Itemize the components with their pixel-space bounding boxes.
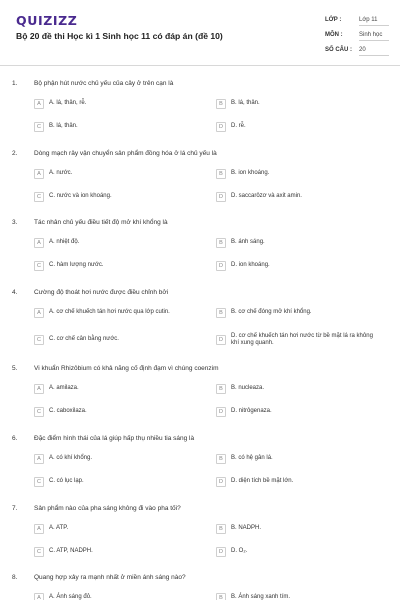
option-letter-box: B bbox=[216, 454, 226, 464]
option-d[interactable] bbox=[216, 476, 293, 488]
option-letter-box: D bbox=[216, 335, 226, 345]
option-text: B. NADPH. bbox=[231, 525, 262, 532]
option-d[interactable] bbox=[216, 331, 381, 349]
option-b[interactable] bbox=[216, 307, 312, 319]
option-letter-box: D bbox=[216, 192, 226, 202]
option-text: A. cơ chế khuếch tán hơi nước qua lớp cutin. bbox=[49, 309, 170, 316]
option-b[interactable] bbox=[216, 98, 260, 110]
document-title: Bộ 20 đề thi Học kì 1 Sinh học 11 có đáp án (đề 10) bbox=[16, 31, 223, 41]
option-text: D. rễ. bbox=[231, 123, 246, 130]
option-text: C. có lục lạp. bbox=[49, 478, 84, 485]
option-text: B. nucleaza. bbox=[231, 385, 265, 392]
option-letter-box: A bbox=[34, 99, 44, 109]
option-letter-box: B bbox=[216, 238, 226, 248]
option-letter-box: B bbox=[216, 384, 226, 394]
option-d[interactable] bbox=[216, 546, 247, 558]
option-b[interactable] bbox=[216, 237, 265, 249]
option-letter-box: A bbox=[34, 238, 44, 248]
question-number: 7. bbox=[12, 505, 18, 512]
option-b[interactable] bbox=[216, 453, 273, 465]
option-text: B. ánh sáng. bbox=[231, 239, 265, 246]
option-letter-box: C bbox=[34, 261, 44, 271]
option-text: B. có hệ gân lá. bbox=[231, 455, 273, 462]
option-text: D. O₂. bbox=[231, 548, 248, 555]
option-a[interactable] bbox=[34, 98, 86, 110]
question-text: Vi khuẩn Rhizôbium có khả năng cố định đạm vì chúng coenzim bbox=[34, 365, 219, 372]
option-letter-box: B bbox=[216, 593, 226, 600]
option-letter-box: D bbox=[216, 477, 226, 487]
option-letter-box: D bbox=[216, 407, 226, 417]
option-text: B. ion khoáng. bbox=[231, 170, 270, 177]
question-number: 5. bbox=[12, 365, 18, 372]
subject-value: Sinh học bbox=[359, 32, 389, 41]
question-count-label: SỐ CÂU : bbox=[325, 47, 352, 53]
option-letter-box: B bbox=[216, 169, 226, 179]
option-letter-box: C bbox=[34, 407, 44, 417]
option-letter-box: D bbox=[216, 122, 226, 132]
question-text: Đặc điểm hình thái của lá giúp hấp thụ nhiều tia sáng là bbox=[34, 435, 195, 442]
option-letter-box: D bbox=[216, 261, 226, 271]
option-letter-box: A bbox=[34, 169, 44, 179]
option-text: B. lá, thân. bbox=[49, 123, 78, 130]
question-text: Sản phẩm nào của pha sáng không đi vào pha tối? bbox=[34, 505, 181, 512]
option-text: A. Ánh sáng đỏ. bbox=[49, 594, 92, 600]
option-a[interactable] bbox=[34, 453, 92, 465]
question-text: Tác nhân chủ yếu điều tiết độ mở khí khổng là bbox=[34, 219, 168, 226]
question-count-value: 20 bbox=[359, 47, 389, 56]
option-c[interactable] bbox=[34, 476, 84, 488]
question-number: 6. bbox=[12, 435, 18, 442]
option-text: B. Ánh sáng xanh tím. bbox=[231, 594, 291, 600]
option-letter-box: C bbox=[34, 477, 44, 487]
option-text: B. cơ chế đóng mở khí khổng. bbox=[231, 309, 312, 316]
option-text: D. ion khoáng. bbox=[231, 262, 270, 269]
option-b[interactable] bbox=[216, 168, 269, 180]
option-d[interactable] bbox=[216, 191, 302, 203]
option-a[interactable] bbox=[34, 383, 79, 395]
option-text: A. lá, thân, rễ. bbox=[49, 100, 87, 107]
quizizz-logo: QUIZIZZ bbox=[16, 13, 78, 28]
option-b[interactable] bbox=[216, 383, 264, 395]
option-text: A. nhiệt độ. bbox=[49, 239, 80, 246]
option-text: D. nitrôgenaza. bbox=[231, 408, 272, 415]
option-letter-box: C bbox=[34, 547, 44, 557]
option-d[interactable] bbox=[216, 260, 270, 272]
option-b[interactable] bbox=[216, 523, 261, 535]
subject-label: MÔN : bbox=[325, 32, 343, 38]
option-text: D. saccarôzơ và axit amin. bbox=[231, 193, 302, 200]
option-letter-box: C bbox=[34, 335, 44, 345]
option-letter-box: A bbox=[34, 593, 44, 600]
option-letter-box: A bbox=[34, 308, 44, 318]
option-text: C. nước và ion khoáng. bbox=[49, 193, 112, 200]
option-text: A. ATP. bbox=[49, 525, 69, 532]
option-letter-box: B bbox=[216, 99, 226, 109]
question-text: Dòng mạch rây vận chuyển sản phẩm đồng hóa ở lá chủ yếu là bbox=[34, 150, 217, 157]
class-value: Lớp 11 bbox=[359, 17, 389, 26]
option-text: A. có khí khổng. bbox=[49, 455, 93, 462]
option-text: A. nước. bbox=[49, 170, 73, 177]
question-text: Cường độ thoát hơi nước được điều chỉnh bởi bbox=[34, 289, 169, 296]
option-letter-box: A bbox=[34, 454, 44, 464]
option-text: C. caboxilaza. bbox=[49, 408, 87, 415]
question-number: 1. bbox=[12, 80, 18, 87]
option-letter-box: B bbox=[216, 524, 226, 534]
option-a[interactable] bbox=[34, 307, 170, 319]
option-c[interactable] bbox=[34, 191, 112, 203]
option-a[interactable] bbox=[34, 592, 92, 600]
option-letter-box: A bbox=[34, 384, 44, 394]
option-letter-box: A bbox=[34, 524, 44, 534]
option-letter-box: D bbox=[216, 547, 226, 557]
option-letter-box: C bbox=[34, 192, 44, 202]
option-c[interactable] bbox=[34, 406, 87, 418]
option-d[interactable] bbox=[216, 121, 246, 133]
option-b[interactable] bbox=[216, 592, 290, 600]
option-letter-box: B bbox=[216, 308, 226, 318]
question-number: 8. bbox=[12, 574, 18, 581]
option-c[interactable] bbox=[34, 260, 104, 272]
class-label: LỚP : bbox=[325, 17, 342, 23]
option-text: C. hàm lượng nước. bbox=[49, 262, 104, 269]
option-letter-box: C bbox=[34, 122, 44, 132]
question-text: Quang hợp xảy ra mạnh nhất ở miền ánh sáng nào? bbox=[34, 574, 186, 581]
option-text: D. diện tích bề mặt lớn. bbox=[231, 478, 294, 485]
option-text: A. amilaza. bbox=[49, 385, 79, 392]
option-c[interactable] bbox=[34, 121, 78, 133]
option-c[interactable] bbox=[34, 334, 119, 346]
question-number: 4. bbox=[12, 289, 18, 296]
option-d[interactable] bbox=[216, 406, 272, 418]
question-number: 2. bbox=[12, 150, 18, 157]
question-text: Bộ phận hút nước chủ yếu của cây ở trên cạn là bbox=[34, 80, 174, 87]
option-text: C. cơ chế cân bằng nước. bbox=[49, 336, 119, 343]
document-header bbox=[0, 0, 400, 66]
option-a[interactable] bbox=[34, 237, 79, 249]
option-text: C. ATP, NADPH. bbox=[49, 548, 93, 555]
option-a[interactable] bbox=[34, 523, 68, 535]
option-text: B. lá, thân. bbox=[231, 100, 260, 107]
option-c[interactable] bbox=[34, 546, 93, 558]
option-a[interactable] bbox=[34, 168, 72, 180]
question-number: 3. bbox=[12, 219, 18, 226]
option-text: D. cơ chế khuếch tán hơi nước từ bề mặt lá ra không khí xung quanh. bbox=[231, 332, 373, 346]
